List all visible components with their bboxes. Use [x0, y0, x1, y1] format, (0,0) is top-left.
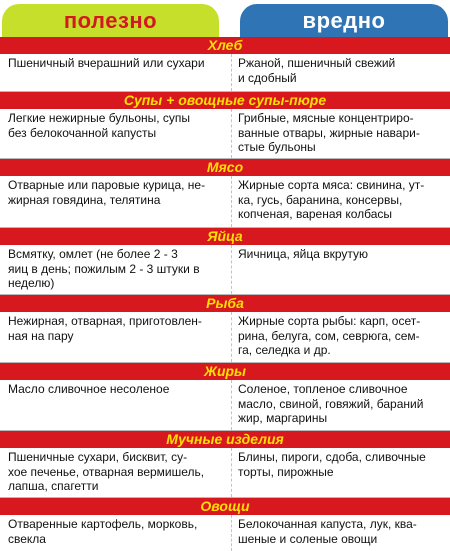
bad-column-header: вредно: [240, 4, 448, 37]
good-cell: Отваренные картофель, морковь, свекла: [0, 515, 232, 551]
category-title: Мучные изделия: [0, 431, 450, 448]
category-title: Рыба: [0, 295, 450, 312]
table-row: [0, 54, 450, 92]
food-table: [0, 37, 450, 551]
good-cell: Легкие нежирные бульоны, супы без белокочанной капусты: [0, 109, 232, 158]
column-headers: [0, 0, 450, 37]
section-flour-products: [0, 431, 450, 498]
table-row: [0, 380, 450, 431]
bad-cell: Жирные сорта рыбы: карп, осет- рина, белуга, сом, севрюга, сем- га, селедка и др.: [238, 314, 421, 357]
bad-cell: Белокочанная капуста, лук, ква- шеные и соленые овощи: [238, 517, 417, 546]
category-title: Мясо: [0, 159, 450, 176]
table-row: [0, 448, 450, 498]
good-cell: Всмятку, омлет (не более 2 - 3 яиц в день; пожилым 2 - 3 штуки в неделю): [0, 245, 232, 294]
good-cell: Нежирная, отварная, приготовлен- ная на пару: [0, 312, 232, 362]
table-row: [0, 312, 450, 363]
bad-cell: Соленое, топленое сливочное масло, свиной, говяжий, бараний жир, маргарины: [238, 382, 424, 425]
section-eggs: [0, 228, 450, 295]
good-cell: Пшеничные сухари, бисквит, су- хое печенье, отварная вермишель, лапша, спагетти: [0, 448, 232, 497]
category-title: Хлеб: [0, 37, 450, 54]
section-fish: [0, 295, 450, 363]
bad-cell: Яичница, яйца вкрутую: [238, 247, 369, 261]
good-column-header: полезно: [2, 4, 219, 37]
section-meat: [0, 159, 450, 228]
section-bread: [0, 37, 450, 92]
category-title: Овощи: [0, 498, 450, 515]
table-row: [0, 176, 450, 228]
good-cell: Масло сливочное несоленое: [0, 380, 232, 430]
good-cell: Отварные или паровые курица, не- жирная говядина, телятина: [0, 176, 232, 227]
category-title: Жиры: [0, 363, 450, 380]
category-title: Супы + овощные супы-пюре: [0, 92, 450, 109]
category-title: Яйца: [0, 228, 450, 245]
bad-cell: Ржаной, пшеничный свежий и сдобный: [238, 56, 396, 85]
bad-cell: Жирные сорта мяса: свинина, ут- ка, гусь, баранина, консервы, копченая, вареная колбасы: [238, 178, 425, 221]
table-row: [0, 109, 450, 159]
good-cell: Пшеничный вчерашний или сухари: [0, 54, 232, 91]
bad-cell: Грибные, мясные концентриро- ванные отвары, жирные навари- стые бульоны: [238, 111, 420, 154]
section-fats: [0, 363, 450, 431]
table-row: [0, 245, 450, 295]
table-row: [0, 515, 450, 551]
section-vegetables: [0, 498, 450, 551]
section-soups: [0, 92, 450, 159]
bad-cell: Блины, пироги, сдоба, сливочные торты, пирожные: [238, 450, 426, 479]
